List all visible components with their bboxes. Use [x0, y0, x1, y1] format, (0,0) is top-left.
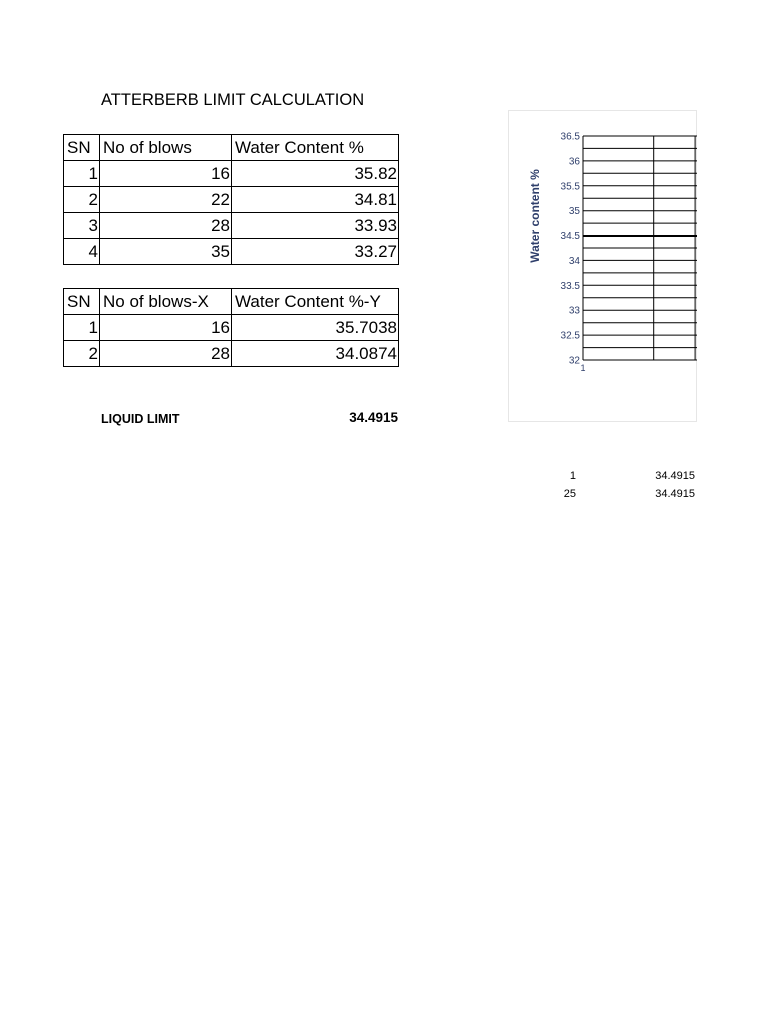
table-cell[interactable]: 1: [64, 315, 100, 341]
table-cell[interactable]: 35.82: [232, 161, 399, 187]
table-header-cell[interactable]: Water Content %: [232, 135, 399, 161]
table-header-row: [64, 289, 399, 315]
table-cell[interactable]: 28: [100, 213, 232, 239]
table-cell[interactable]: 16: [100, 315, 232, 341]
y-tick-label: 35: [568, 206, 580, 218]
table-cell[interactable]: 33.27: [232, 239, 399, 265]
y-axis-label: Water content %: [528, 169, 542, 263]
table-header-row: [64, 135, 399, 161]
y-tick-label: 33: [568, 305, 580, 317]
table-header-cell[interactable]: No of blows-X: [100, 289, 232, 315]
table-cell[interactable]: 34.0874: [232, 341, 399, 367]
flow-curve-chart[interactable]: [508, 110, 697, 422]
table-cell[interactable]: 28: [100, 341, 232, 367]
table-cell[interactable]: 35.7038: [232, 315, 399, 341]
line-point-x[interactable]: 1: [569, 470, 576, 482]
chart-frame: [509, 111, 697, 422]
table-row: [64, 341, 399, 367]
y-tick-label: 36.5: [560, 131, 580, 143]
y-tick-label: 34: [568, 255, 580, 267]
x-tick-label: 1: [580, 363, 586, 373]
line-point-y[interactable]: 34.4915: [655, 470, 695, 482]
line-point-y[interactable]: 34.4915: [655, 488, 695, 500]
sheet-title: ATTERBERB LIMIT CALCULATION: [101, 91, 365, 109]
line-point-x[interactable]: 25: [563, 488, 576, 500]
table-cell[interactable]: 35: [100, 239, 232, 265]
table-row: [64, 315, 399, 341]
y-tick-label: 32.5: [560, 330, 580, 342]
table-cell[interactable]: 22: [100, 187, 232, 213]
table-cell[interactable]: 4: [64, 239, 100, 265]
table-header-cell[interactable]: SN: [64, 289, 100, 315]
table-row: [64, 161, 399, 187]
y-tick-label: 33.5: [560, 280, 580, 292]
table-header-cell[interactable]: SN: [64, 135, 100, 161]
table-header-cell[interactable]: Water Content %-Y: [232, 289, 399, 315]
table-cell[interactable]: 3: [64, 213, 100, 239]
xy-regression-table: [63, 288, 399, 367]
y-tick-label: 34.5: [560, 231, 580, 243]
liquid-limit-value[interactable]: 34.4915: [349, 410, 398, 425]
table-cell[interactable]: 2: [64, 341, 100, 367]
y-tick-label: 36: [568, 156, 580, 168]
y-tick-label: 35.5: [560, 181, 580, 193]
table-cell[interactable]: 34.81: [232, 187, 399, 213]
table-cell[interactable]: 33.93: [232, 213, 399, 239]
y-tick-label: 32: [568, 355, 580, 367]
table-cell[interactable]: 16: [100, 161, 232, 187]
table-cell[interactable]: 2: [64, 187, 100, 213]
table-cell[interactable]: 1: [64, 161, 100, 187]
liquid-limit-label: LIQUID LIMIT: [101, 412, 180, 426]
table-header-cell[interactable]: No of blows: [100, 135, 232, 161]
table-row: [64, 239, 399, 265]
table-row: [64, 187, 399, 213]
chart-svg: [508, 110, 697, 422]
table-row: [64, 213, 399, 239]
blows-water-content-table: [63, 134, 399, 265]
